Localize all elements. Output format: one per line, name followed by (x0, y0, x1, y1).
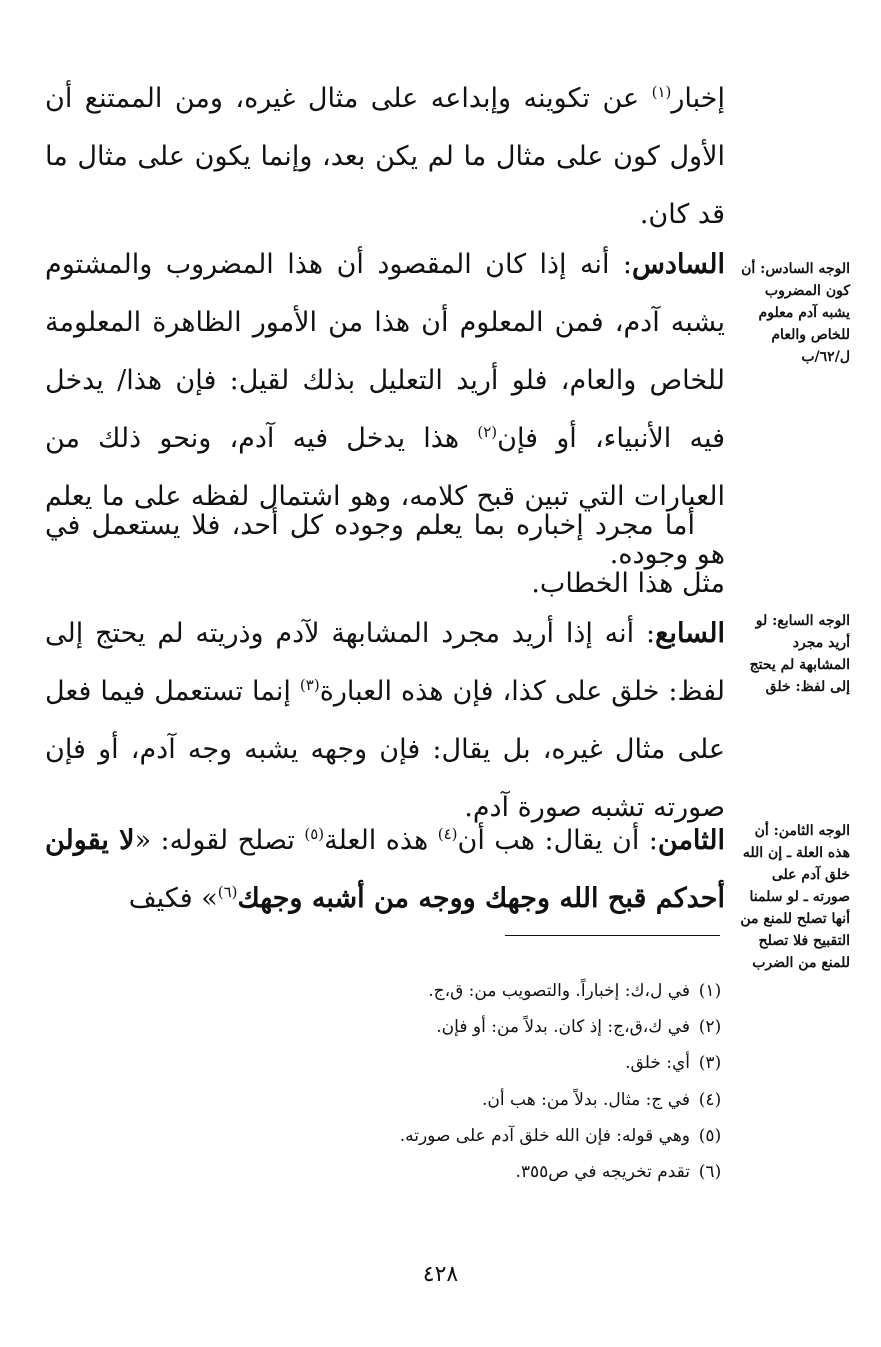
quote-close: » فكيف (128, 883, 218, 914)
footnote-ref-6[interactable]: (٦) (217, 883, 238, 901)
footnote-2 (250, 1011, 730, 1043)
paragraph-continuation (45, 70, 725, 244)
footnote-ref-3[interactable]: (٣) (299, 676, 320, 694)
paragraph-sixth-cont (45, 497, 725, 613)
seventh-text-1: : أنه إذا أريد مجرد المشابهة لآدم وذريته لم يحتج إلى لفظ: خلق على كذا، فإن هذه العبارة (45, 618, 725, 707)
footnote-text: في ك،ق،ج: إذ كان. بدلاً من: أو فإن. (436, 1017, 690, 1037)
margin-note-seventh-text: الوجه السابع: لو أريد مجرد المشابهة لم يحتج إلى لفظ: خلق (749, 613, 850, 695)
footnote-number: (٣) (698, 1053, 722, 1073)
footnote-number: (٢) (698, 1017, 722, 1037)
footnote-4 (250, 1084, 730, 1116)
footnote-ref-2[interactable]: (٢) (477, 423, 498, 441)
footnote-3 (250, 1047, 730, 1079)
footnote-5 (250, 1120, 730, 1152)
margin-note-sixth-text: الوجه السادس: أن كون المضروب يشبه آدم معلوم للخاص والعام (741, 261, 850, 343)
eighth-text-2: هذه العلة (324, 825, 438, 856)
continuation-text: إخبار (671, 83, 725, 114)
quote-open: « (134, 825, 152, 856)
hadith-quote: لا يقولن أحدكم قبح الله وجهك ووجه من أشبه وجهك (45, 825, 725, 914)
manuscript-folio-ref: ل/٦٢/ب (801, 349, 850, 365)
paragraph-eighth (45, 812, 725, 928)
footnote-number: (٤) (698, 1090, 722, 1110)
footnote-separator (505, 935, 720, 936)
page-number: ٤٢٨ (422, 1262, 459, 1287)
footnote-ref-5[interactable]: (٥) (304, 825, 325, 843)
sixth-text-1: : أنه إذا كان المقصود أن هذا المضروب والمشتوم يشبه آدم، فمن المعلوم أن هذا من الأمور الظاهرة المعلومة للخاص والعام، فلو أريد التعليل بذلك لقيل: فإن هذا/ يدخل فيه الأنبياء، أو فإن (45, 249, 725, 454)
footnote-text: أي: خلق. (625, 1053, 690, 1073)
continuation-text-rest: عن تكوينه وإبداعه على مثال غيره، ومن الممتنع أن الأول كون على مثال ما لم يكن بعد، وإنما يكون على مثال ما قد كان. (45, 83, 725, 230)
footnote-6 (250, 1156, 730, 1188)
seventh-heading: السابع (655, 618, 725, 649)
sixth-cont-text: أما مجرد إخباره بما يعلم وجوده كل أحد، فلا يستعمل في مثل هذا الخطاب. (45, 510, 725, 599)
footnote-number: (٥) (698, 1126, 722, 1146)
footnote-text: وهي قوله: فإن الله خلق آدم على صورته. (399, 1126, 690, 1146)
seventh-text-2: إنما تستعمل فيما فعل على مثال غيره، بل يقال: فإن وجهه يشبه وجه آدم، أو فإن صورته تشبه صورة آدم. (45, 676, 725, 823)
sixth-text-2: هذا يدخل فيه آدم، ونحو ذلك من العبارات التي تبين قبح كلامه، وهو اشتمال لفظه على ما يعلم هو وجوده. (45, 423, 725, 570)
footnote-number: (١) (698, 981, 722, 1001)
footnote-text: في ل،ك: إخباراً. والتصويب من: ق،ج. (428, 981, 690, 1001)
footnote-ref-4[interactable]: (٤) (437, 825, 458, 843)
footnote-1 (250, 975, 730, 1007)
eighth-heading: الثامن (657, 825, 726, 856)
eighth-text-3: تصلح لقوله: (151, 825, 305, 856)
footnote-text: في ج: مثال. بدلاً من: هب أن. (482, 1090, 690, 1110)
footnote-ref-1[interactable]: (١) (651, 83, 672, 101)
sixth-heading: السادس (631, 249, 725, 280)
margin-note-eighth-text: الوجه الثامن: أن هذه العلة ـ إن الله خلق آدم على صورته ـ لو سلمنا أنها تصلح للمنع من التقبيح فلا تصلح للمنع من الضرب (740, 823, 850, 971)
footnote-number: (٦) (698, 1162, 722, 1182)
footnote-text: تقدم تخريجه في ص٣٥٥. (515, 1162, 690, 1182)
margin-note-sixth (738, 258, 850, 368)
margin-note-eighth (738, 820, 850, 974)
paragraph-seventh (45, 605, 725, 837)
margin-note-seventh (738, 610, 850, 698)
eighth-text-1: : أن يقال: هب أن (457, 825, 658, 856)
